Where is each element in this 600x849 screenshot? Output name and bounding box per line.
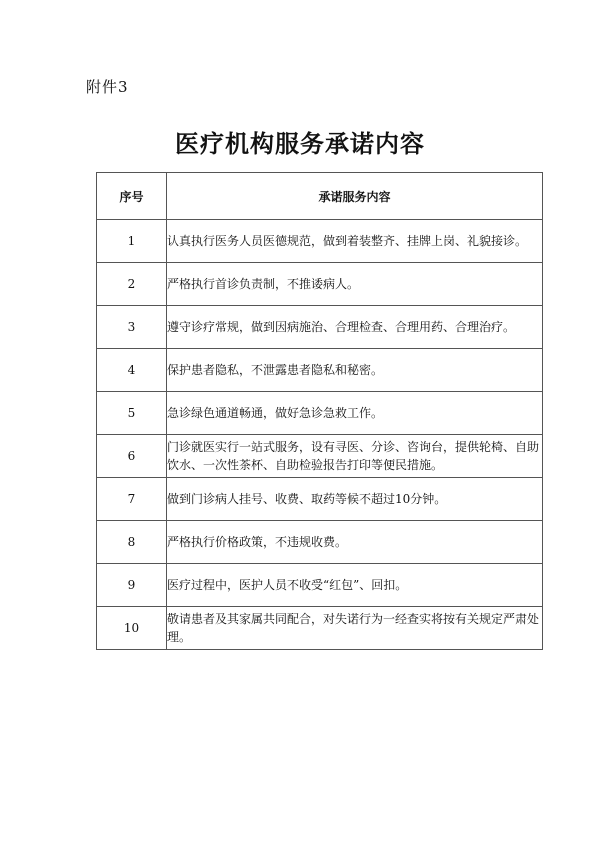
row-content: 保护患者隐私，不泄露患者隐私和秘密。 <box>167 349 543 392</box>
row-number: 6 <box>97 435 167 478</box>
table-row <box>97 478 543 521</box>
header-number: 序号 <box>97 173 167 220</box>
table-row <box>97 521 543 564</box>
row-content: 急诊绿色通道畅通，做好急诊急救工作。 <box>167 392 543 435</box>
table-row <box>97 306 543 349</box>
row-content: 遵守诊疗常规，做到因病施治、合理检查、合理用药、合理治疗。 <box>167 306 543 349</box>
row-number: 5 <box>97 392 167 435</box>
attachment-label: 附件3 <box>86 78 129 96</box>
row-content: 严格执行首诊负责制，不推诿病人。 <box>167 263 543 306</box>
table-row <box>97 435 543 478</box>
row-number: 7 <box>97 478 167 521</box>
row-number: 3 <box>97 306 167 349</box>
table-row <box>97 564 543 607</box>
commitment-table <box>96 172 543 650</box>
row-content: 医疗过程中，医护人员不收受“红包”、回扣。 <box>167 564 543 607</box>
document-title: 医疗机构服务承诺内容 <box>175 129 425 158</box>
row-content: 严格执行价格政策，不违规收费。 <box>167 521 543 564</box>
row-number: 4 <box>97 349 167 392</box>
row-number: 1 <box>97 220 167 263</box>
row-number: 2 <box>97 263 167 306</box>
row-content: 敬请患者及其家属共同配合，对失诺行为一经查实将按有关规定严肃处理。 <box>167 607 543 650</box>
row-content: 认真执行医务人员医德规范，做到着装整齐、挂牌上岗、礼貌接诊。 <box>167 220 543 263</box>
row-content: 门诊就医实行一站式服务，设有寻医、分诊、咨询台，提供轮椅、自助饮水、一次性茶杯、自助检验报告打印等便民措施。 <box>167 435 543 478</box>
table-row <box>97 607 543 650</box>
table-row <box>97 392 543 435</box>
row-number: 9 <box>97 564 167 607</box>
row-content: 做到门诊病人挂号、收费、取药等候不超过10分钟。 <box>167 478 543 521</box>
table-row <box>97 263 543 306</box>
header-content: 承诺服务内容 <box>167 173 543 220</box>
table-header-row <box>97 173 543 220</box>
table-row <box>97 220 543 263</box>
table-row <box>97 349 543 392</box>
row-number: 8 <box>97 521 167 564</box>
row-number: 10 <box>97 607 167 650</box>
